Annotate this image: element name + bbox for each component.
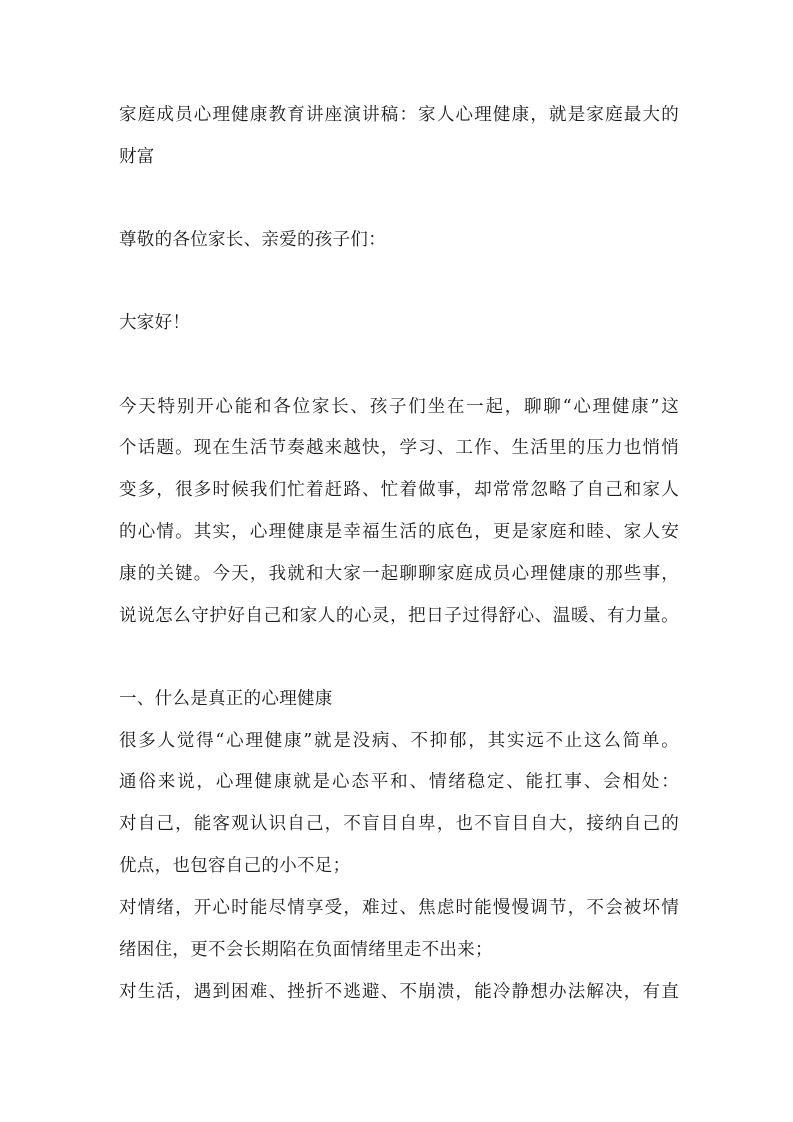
greeting: 大家好！ [119,313,191,333]
section-line-2: 通俗来说，心理健康就是心态平和、情绪稳定、能扛事、会相处： [119,772,679,792]
intro-line-3: 变多，很多时候我们忙着赶路、忙着做事，却常常忽略了自己和家人 [119,480,679,500]
section-line-4: 优点，也包容自己的小不足； [119,856,351,876]
section-line-6: 绪困住，更不会长期陷在负面情绪里走不出来； [119,940,493,960]
title-line-1: 家庭成员心理健康教育讲座演讲稿：家人心理健康，就是家庭最大的 [119,105,679,125]
section-heading: 一、什么是真正的心理健康 [119,689,333,709]
section-line-7: 对生活，遇到困难、挫折不逃避、不崩溃，能冷静想办法解决，有直 [119,982,679,1002]
intro-line-5: 康的关键。今天，我就和大家一起聊聊家庭成员心理健康的那些事， [119,564,679,584]
section-line-5: 对情绪，开心时能尽情享受，难过、焦虑时能慢慢调节，不会被坏情 [119,898,679,918]
intro-line-1: 今天特别开心能和各位家长、孩子们坐在一起，聊聊“心理健康”这 [119,397,679,417]
title-line-2: 财富 [119,147,155,167]
intro-line-4: 的心情。其实，心理健康是幸福生活的底色，更是家庭和睦、家人安 [119,522,679,542]
section-line-1: 很多人觉得“心理健康”就是没病、不抑郁，其实远不止这么简单。 [119,731,679,751]
salutation: 尊敬的各位家长、亲爱的孩子们： [119,230,386,250]
intro-line-6: 说说怎么守护好自己和家人的心灵，把日子过得舒心、温暖、有力量。 [119,606,679,626]
section-line-3: 对自己，能客观认识自己，不盲目自卑，也不盲目自大，接纳自己的 [119,814,679,834]
intro-line-2: 个话题。现在生活节奏越来越快，学习、工作、生活里的压力也悄悄 [119,438,679,458]
